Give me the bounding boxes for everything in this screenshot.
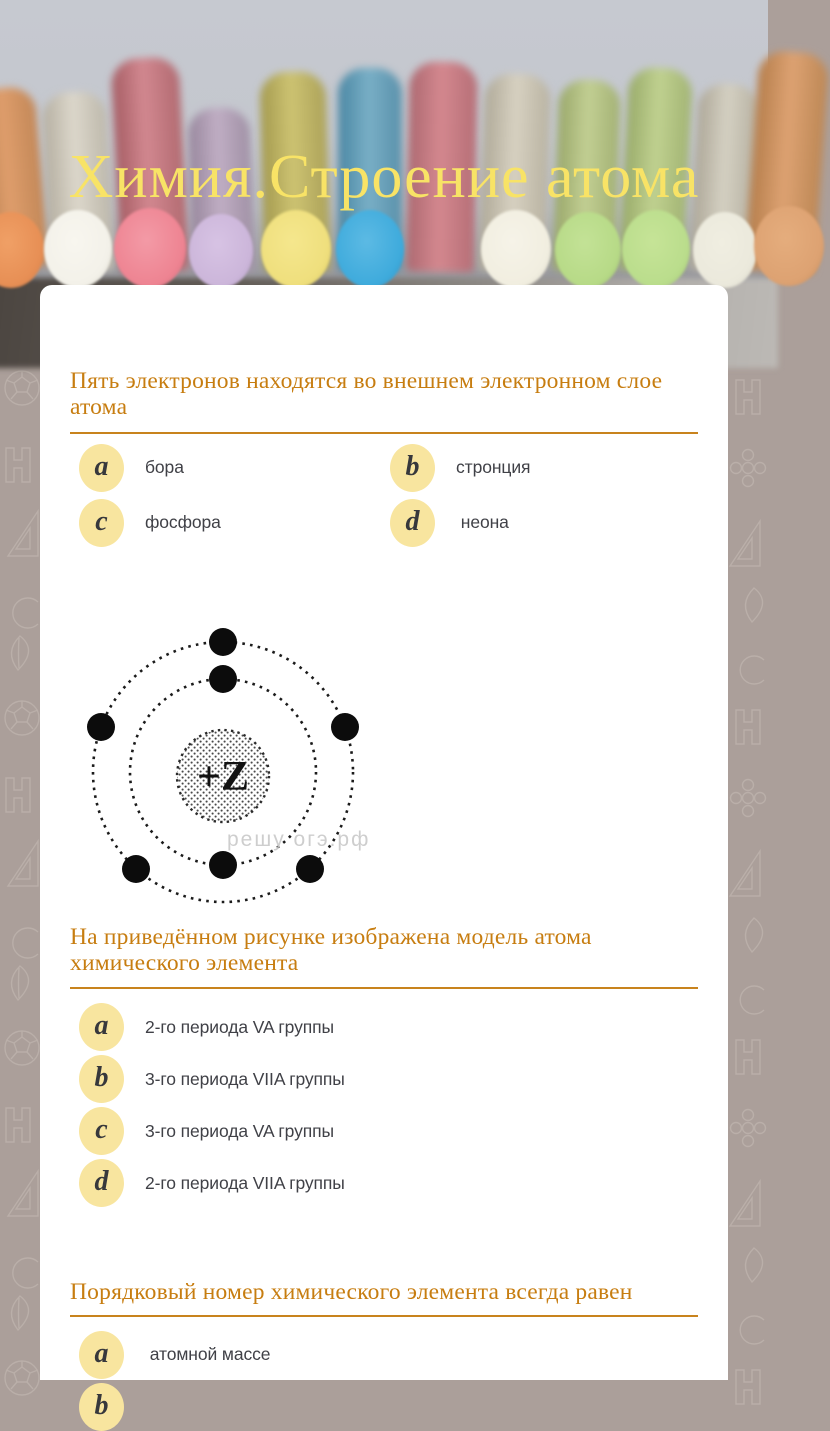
chalk-tip [622, 210, 690, 288]
option-badge [79, 1383, 124, 1431]
option-c[interactable] [70, 1107, 698, 1155]
option-c[interactable] [70, 499, 381, 547]
option-badge [390, 499, 435, 547]
question-divider [70, 432, 698, 434]
question-1-title: Пять электронов находятся во внешнем электронном слое атома [70, 368, 663, 421]
option-badge [79, 499, 124, 547]
option-letter: a [94, 1010, 109, 1042]
option-badge [79, 444, 124, 492]
option-letter: b [405, 450, 420, 482]
option-letter: c [95, 1114, 108, 1146]
chalk-tip [336, 210, 404, 288]
watermark-text: решу огэ.рф [227, 827, 371, 851]
option-label: неона [456, 512, 509, 533]
question-2 [70, 924, 698, 1208]
chalk-tip [555, 212, 621, 288]
option-b[interactable] [381, 444, 698, 492]
question-divider [70, 987, 698, 989]
option-badge [79, 1055, 124, 1103]
question-2-title: На приведённом рисунке изображена модель атома химического элемента [70, 923, 592, 976]
option-d[interactable] [381, 499, 698, 547]
question-1 [70, 368, 698, 547]
chalk-tip [189, 214, 253, 288]
question-1-options [70, 444, 698, 547]
option-badge [390, 444, 435, 492]
option-label: бора [145, 457, 184, 478]
question-2-options [70, 1003, 698, 1207]
option-badge [79, 1331, 124, 1379]
option-b[interactable] [70, 1383, 698, 1431]
question-3-options [70, 1331, 698, 1431]
atom-model-figure [85, 626, 371, 906]
option-letter: b [94, 1389, 109, 1421]
option-badge [79, 1003, 124, 1051]
option-badge [79, 1107, 124, 1155]
chalk-tip [261, 210, 331, 288]
option-a[interactable] [70, 444, 381, 492]
option-label: стронция [456, 457, 531, 478]
worksheet-title: Химия.Строение атома [68, 143, 700, 211]
option-letter: a [94, 1337, 109, 1369]
option-label: фосфора [145, 512, 221, 533]
option-letter: c [95, 505, 108, 537]
option-a[interactable] [70, 1331, 698, 1379]
chalk-tip [481, 210, 551, 288]
option-letter: b [94, 1062, 109, 1094]
option-d[interactable] [70, 1159, 698, 1207]
chalk-tip [407, 208, 479, 288]
question-divider [70, 1315, 698, 1317]
option-label: 3-го периода VA группы [145, 1120, 334, 1141]
question-3-title: Порядковый номер химического элемента всегда равен [70, 1279, 633, 1306]
chalk-tip [754, 206, 824, 286]
option-letter: a [94, 450, 109, 482]
option-label: 2-го периода VA группы [145, 1016, 334, 1037]
option-badge [79, 1159, 124, 1207]
option-label: 2-го периода VIIA группы [145, 1172, 345, 1193]
chalk-tip [693, 212, 757, 288]
nucleus-charge-label: +Z [197, 753, 249, 800]
chalk-tip [44, 210, 112, 288]
option-b[interactable] [70, 1055, 698, 1103]
worksheet-card [40, 285, 728, 1421]
option-label: 3-го периода VIIA группы [145, 1068, 345, 1089]
option-letter: d [94, 1166, 109, 1198]
option-a[interactable] [70, 1003, 698, 1051]
question-3 [70, 1279, 698, 1430]
option-letter: d [405, 505, 420, 537]
chalk-tip [114, 208, 186, 288]
option-label: атомной массе [145, 1344, 271, 1365]
